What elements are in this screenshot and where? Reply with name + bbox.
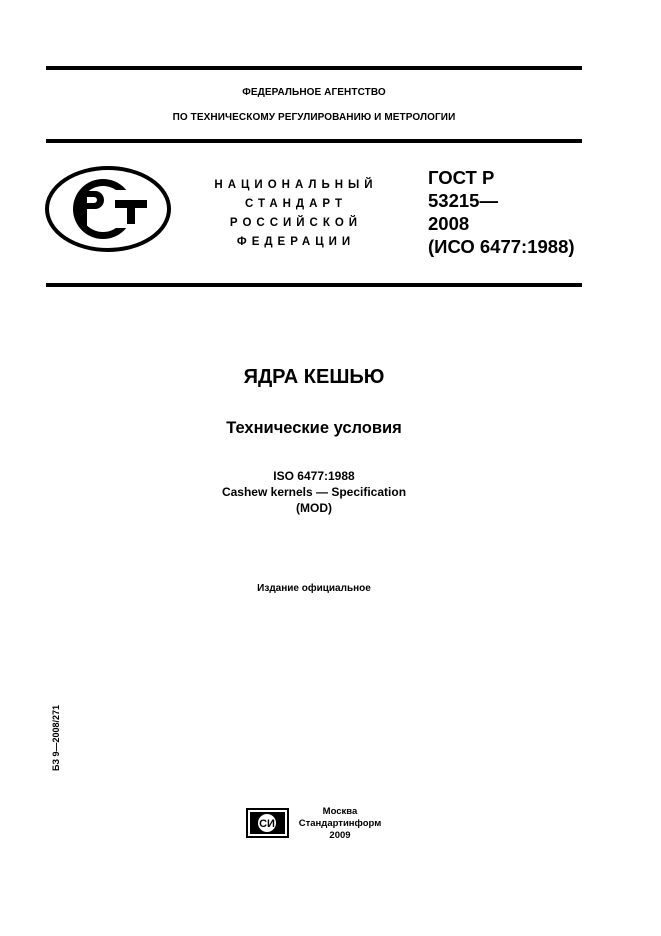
iso-number: ISO 6477:1988 (273, 469, 355, 483)
publisher-year: 2009 (329, 830, 351, 841)
designation-line-3: 2008 (428, 213, 470, 234)
standartinform-logo-icon (246, 808, 289, 838)
national-standard-label (196, 176, 396, 252)
registry-code: БЗ 9—2008/271 (51, 704, 61, 772)
document-title: ЯДРА КЕШЬЮ (243, 366, 385, 388)
publisher-name: Стандартинформ (298, 818, 382, 829)
publisher-block (292, 806, 388, 842)
iso-mod: (MOD) (296, 501, 332, 515)
rst-emblem-icon (45, 166, 171, 252)
svg-text:СИ: СИ (259, 818, 275, 830)
designation-line-1: ГОСТ Р (428, 167, 495, 188)
publisher-city: Москва (322, 806, 358, 817)
document-subtitle: Технические условия (226, 419, 402, 437)
iso-name: Cashew kernels — Specification (221, 485, 407, 499)
national-standard-line-4: ФЕДЕРАЦИИ (236, 236, 356, 248)
national-standard-line-3: РОССИЙСКОЙ (229, 217, 363, 229)
standard-designation (428, 166, 588, 258)
agency-line-2: ПО ТЕХНИЧЕСКОМУ РЕГУЛИРОВАНИЮ И МЕТРОЛОГИИ (172, 112, 456, 123)
national-standard-line-2: СТАНДАРТ (245, 198, 347, 210)
agency-line-1: ФЕДЕРАЛЬНОЕ АГЕНТСТВО (242, 87, 386, 98)
header-rule (46, 139, 582, 143)
iso-reference (46, 468, 582, 516)
designation-line-4: (ИСО 6477:1988) (428, 236, 575, 257)
national-standard-line-1: НАЦИОНАЛЬНЫЙ (214, 179, 378, 191)
designation-line-2: 53215— (428, 190, 498, 211)
header-bottom-rule (46, 283, 582, 287)
edition-label: Издание официальное (257, 583, 371, 594)
top-rule (46, 66, 582, 70)
